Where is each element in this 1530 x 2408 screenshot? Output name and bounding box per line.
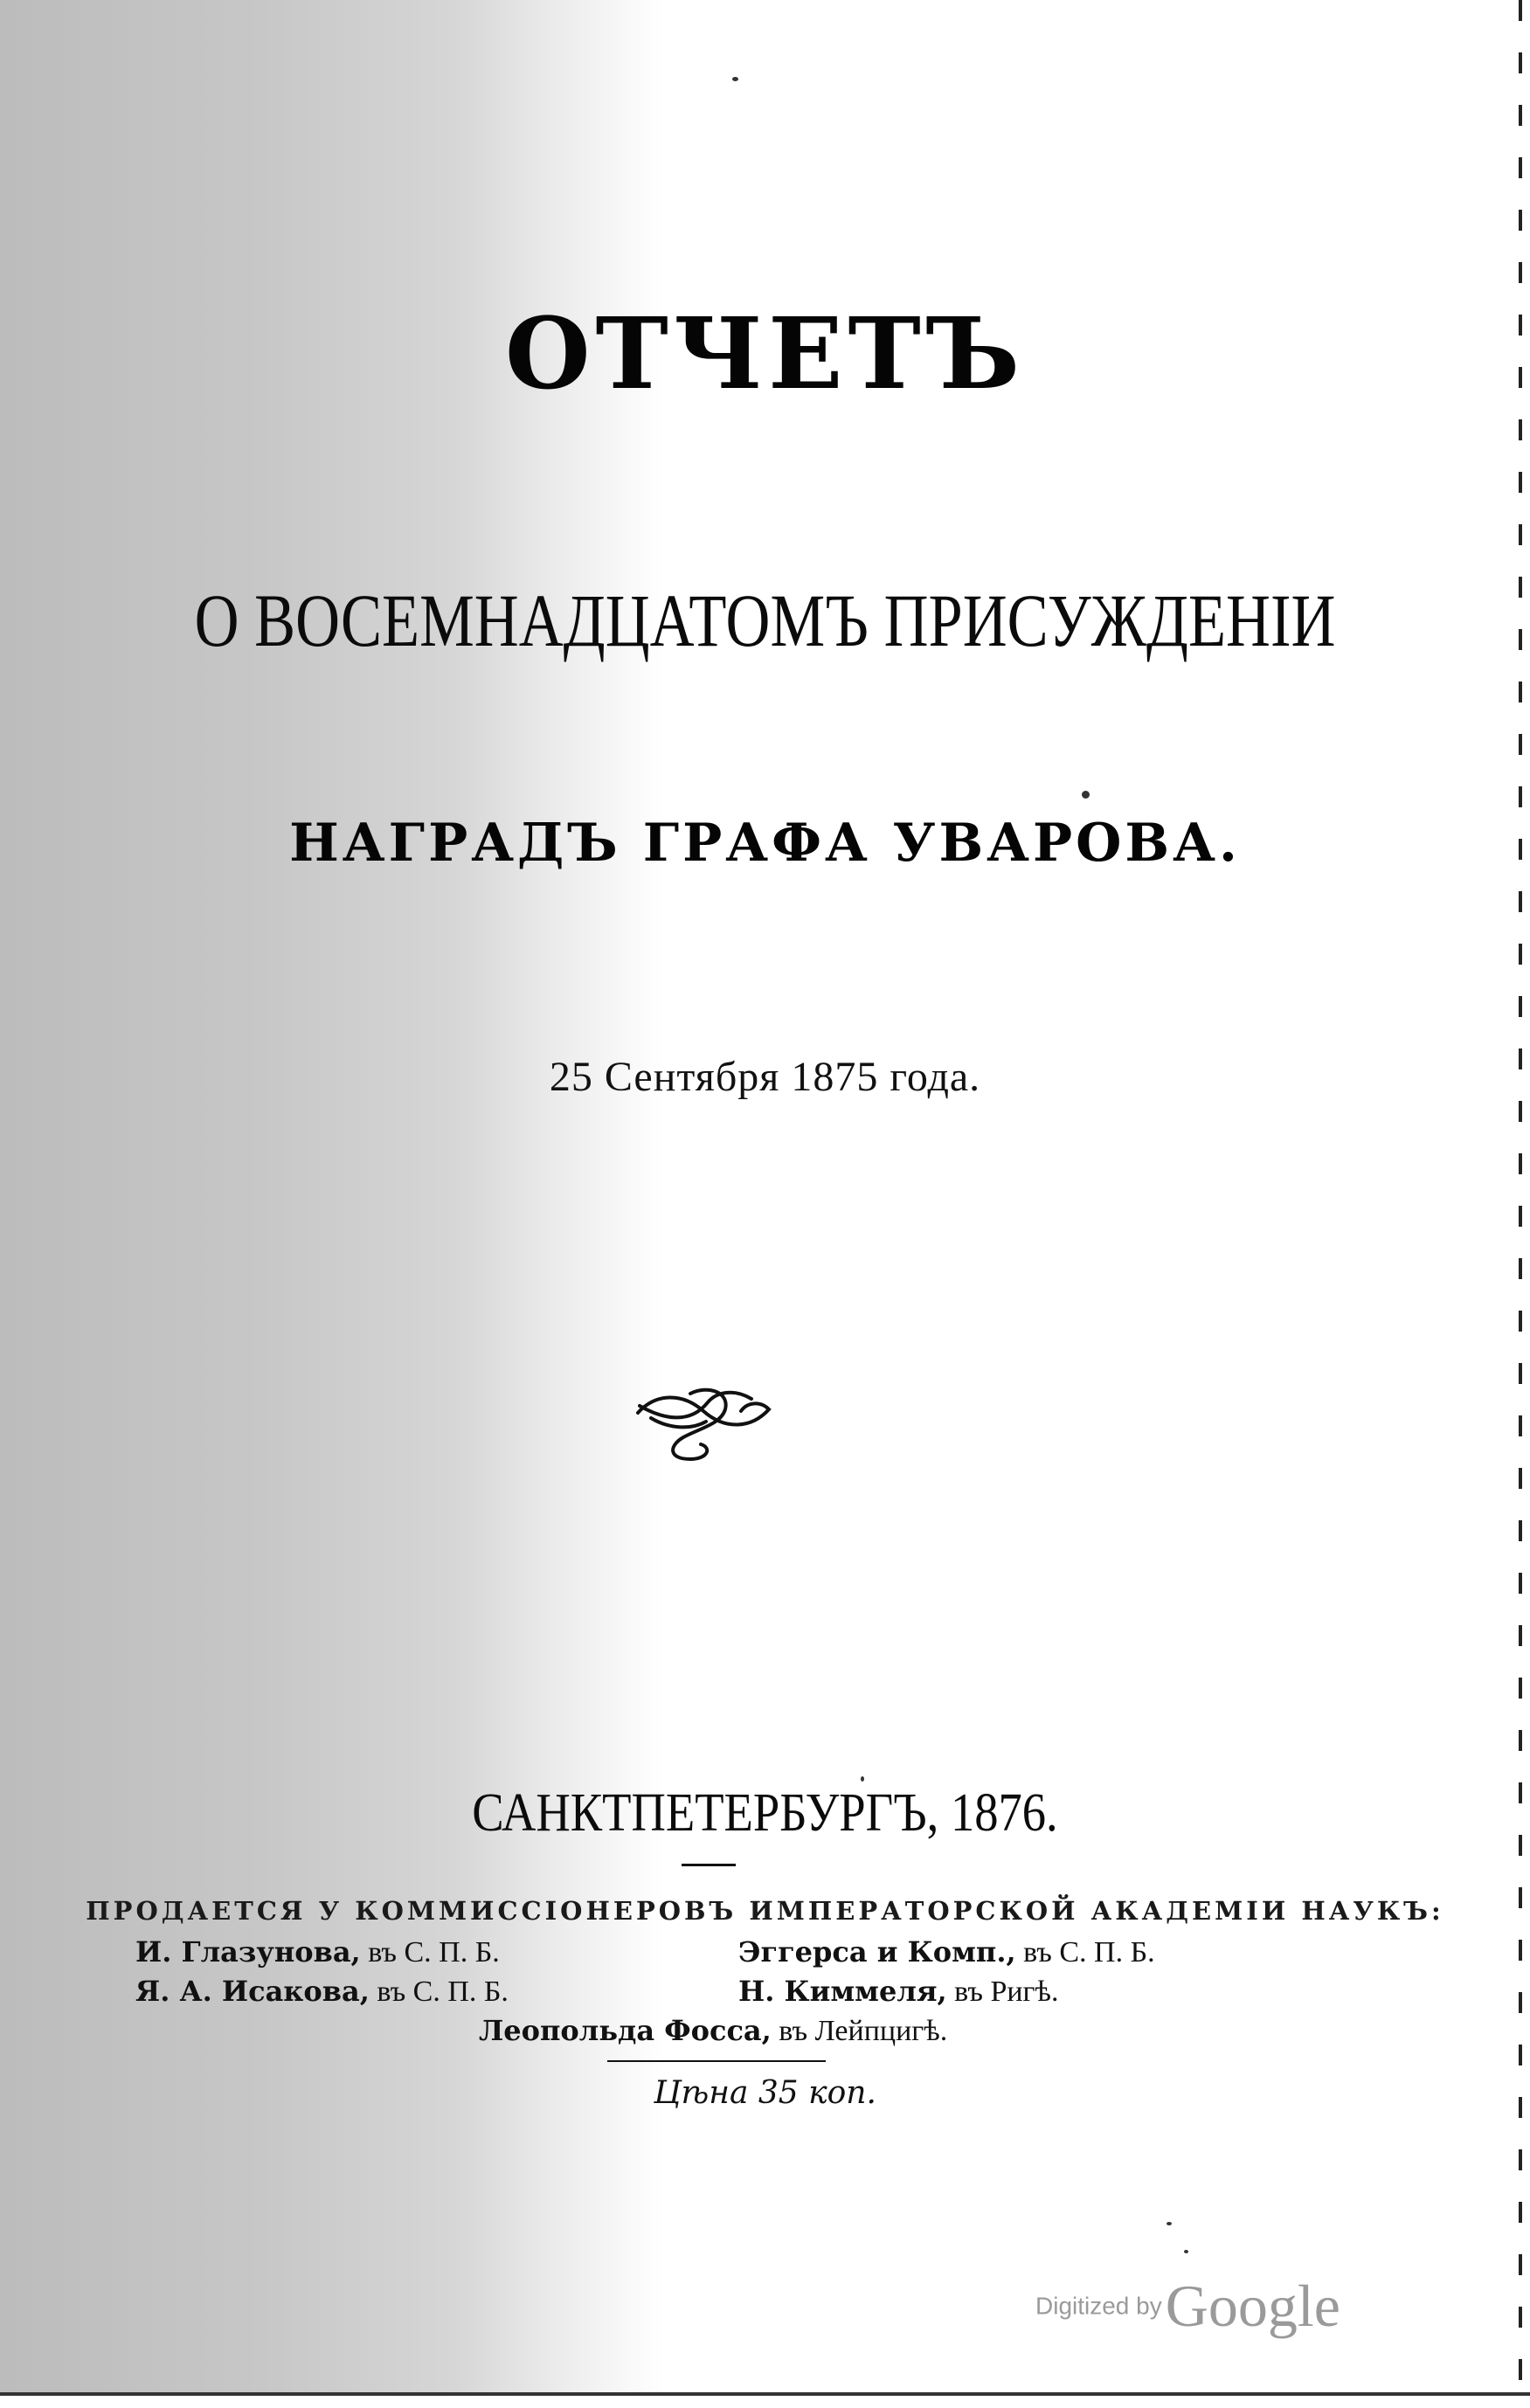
- distributor-name: И. Глазунова,: [135, 1935, 361, 1969]
- price-line: Цѣна 35 коп.: [654, 2075, 876, 2111]
- report-subtitle: О ВОСЕМНАДЦАТОМЪ ПРИСУЖДЕНІИ: [194, 578, 1336, 662]
- distributor-kimmel: [738, 1975, 1058, 2009]
- distributor-eggers: [738, 1935, 1155, 1969]
- flourish-ornament-icon: [629, 1376, 778, 1463]
- imprint-city-year: САНКТПЕТЕРБУРГЪ, 1876.: [472, 1783, 1058, 1843]
- digitized-by-google-watermark: [1035, 2272, 1340, 2341]
- distributor-name: Леопольда Фосса,: [479, 2014, 772, 2047]
- divider-short: [682, 1864, 736, 1866]
- distributor-name: Я. А. Исакова,: [135, 1975, 370, 2008]
- distributor-name: Н. Киммеля,: [738, 1975, 947, 2008]
- page-edge-bottom: [0, 2392, 1530, 2396]
- awards-heading: НАГРАДЪ ГРАФА УВАРОВА.: [289, 813, 1241, 874]
- distributor-name: Эггерса и Комп.,: [738, 1935, 1016, 1969]
- scan-speck: [1184, 2250, 1188, 2253]
- google-logo: Google: [1165, 2273, 1340, 2339]
- report-title: ОТЧЕТЪ: [504, 297, 1025, 412]
- distributor-place: въ С. П. Б.: [1023, 1936, 1155, 1969]
- sold-by-line: ПРОДАЕТСЯ У КОММИССІОНЕРОВЪ ИМПЕРАТОРСКОЙ АКАДЕМІИ НАУКЪ:: [86, 1896, 1444, 1926]
- scan-speck: [732, 77, 738, 81]
- scan-speck: [1082, 791, 1090, 799]
- distributor-place: въ С. П. Б.: [368, 1936, 500, 1969]
- scan-speck: [861, 1776, 864, 1782]
- distributor-place: въ Лейпцигѣ.: [779, 2015, 948, 2047]
- distributor-place: въ Ригѣ.: [954, 1976, 1059, 2008]
- divider-long: [607, 2060, 826, 2062]
- watermark-prefix: Digitized by: [1035, 2292, 1162, 2320]
- report-date: 25 Сентября 1875 года.: [549, 1054, 981, 1100]
- distributor-glazunov: [135, 1935, 500, 1969]
- distributor-voss: [479, 2014, 947, 2048]
- scan-speck: [1167, 2222, 1172, 2225]
- distributor-place: въ С. П. Б.: [377, 1976, 509, 2008]
- distributor-isakov: [135, 1975, 509, 2009]
